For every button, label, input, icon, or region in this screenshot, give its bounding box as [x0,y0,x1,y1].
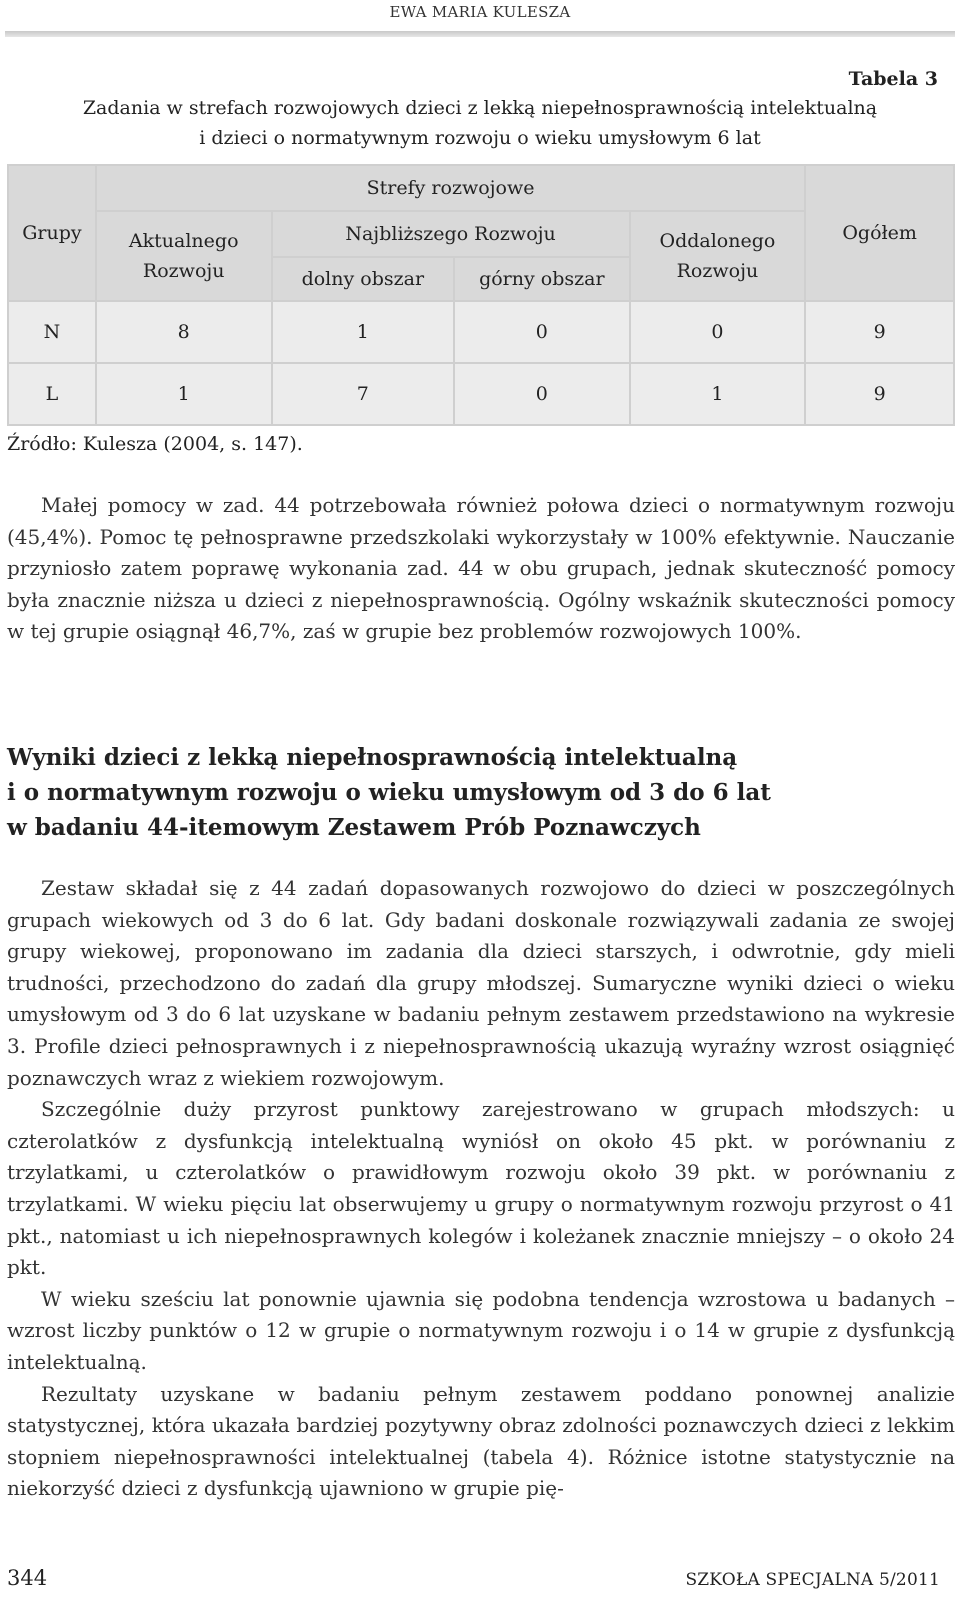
header-actual [96,211,272,301]
running-head: EWA MARIA KULESZA [389,3,571,21]
table-label: Tabela 3 [848,68,938,90]
section-heading [7,740,955,845]
table-cell-upper: 0 [454,363,630,425]
table-cell-actual: 8 [96,301,272,363]
table-cell-distant: 1 [630,363,806,425]
section-heading-line-1: Wyniki dzieci z lekką niepełnosprawnością intelektualną [7,744,738,771]
header-upper: górny obszar [454,257,630,301]
paragraph: Małej pomocy w zad. 44 potrzebowała również połowa dzieci o normatywnym rozwoju (45,4%). Pomoc tę pełnosprawne przedszkolaki wykorzystały w 100% efektywnie. Nauczanie przyniosło zatem poprawę wykonania zad. 44 w obu grupach, jednak skuteczność pomocy była znacznie niższa u dzieci z niepełnosprawnością. Ogólny wskaźnik skuteczności pomocy w tej grupie osiągnął 46,7%, zaś w grupie bez problemów rozwojowych 100%. [7,493,955,644]
header-zones: Strefy rozwojowe [96,165,805,211]
table-cell-total: 9 [805,301,954,363]
table-caption-line-1: Zadania w strefach rozwojowych dzieci z lekką niepełnosprawnością intelektualną [82,97,878,119]
header-distant-line-1: Oddalonego [659,230,776,252]
header-distant [630,211,806,301]
table-cell-total: 9 [805,363,954,425]
table-row-l [8,363,954,425]
table-row-n [8,301,954,363]
table-cell-group: L [8,363,96,425]
header-total: Ogółem [805,165,954,301]
header-rule [5,31,955,37]
table-cell-lower: 1 [272,301,454,363]
paragraph: W wieku sześciu lat ponownie ujawnia się podobna tendencja wzrostowa u badanych – wzrost liczby punktów o 12 w grupie o normatywnym rozwoju i o 14 w grupie z dysfunkcją intelektualną. [7,1286,955,1374]
paragraph: Zestaw składał się z 44 zadań dopasowanych rozwojowo do dzieci w poszczególnych grupach wiekowych od 3 do 6 lat. Gdy badani doskonale rozwiązywali zadania ze swojej grupy wiekowej, proponowano im zadania dla dzieci starszych, i odwrotnie, gdy mieli trudności, przechodzono do zadań dla grupy młodszej. Sumaryczne wyniki dzieci o wieku umysłowym od 3 do 6 lat uzyskane w badaniu pełnym zestawem przedstawiono na wykresie 3. Profile dzieci pełnosprawnych i z niepełnosprawnością ukazują wyraźny wzrost osiągnięć poznawczych wraz z wiekiem rozwojowym. [7,876,955,1090]
table-caption [0,93,960,153]
table-caption-line-2: i dzieci o normatywnym rozwoju o wieku umysłowym 6 lat [199,127,761,149]
paragraph: Rezultaty uzyskane w badaniu pełnym zestawem poddano ponownej analizie statystycznej, która ukazała bardziej pozytywny obraz zdolności poznawczych dzieci z lekkim stopniem niepełnosprawności intelektualnej (tabela 4). Różnice istotne statystycznie na niekorzyść dzieci z dysfunkcją ujawniono w grupie pię- [7,1381,955,1501]
section-heading-line-3: w badaniu 44-itemowym Zestawem Prób Poznawczych [7,814,701,841]
table-cell-actual: 1 [96,363,272,425]
journal-footer: SZKOŁA SPECJALNA 5/2011 [685,1570,940,1590]
header-lower: dolny obszar [272,257,454,301]
table-cell-upper: 0 [454,301,630,363]
header-nearest: Najbliższego Rozwoju [272,211,630,257]
table-source: Źródło: Kulesza (2004, s. 147). [7,433,303,455]
header-groups: Grupy [8,165,96,301]
results-table [7,164,955,426]
body-paragraph-intro [7,490,955,648]
header-actual-line-1: Aktualnego [128,230,239,252]
table-cell-distant: 0 [630,301,806,363]
header-distant-line-2: Rozwoju [676,260,759,282]
section-heading-line-2: i o normatywnym rozwoju o wieku umysłowym od 3 do 6 lat [7,779,771,806]
table-cell-group: N [8,301,96,363]
page-number: 344 [7,1566,48,1590]
body-section-text [7,873,955,1505]
table-cell-lower: 7 [272,363,454,425]
paragraph: Szczególnie duży przyrost punktowy zarejestrowano w grupach młodszych: u czterolatków z dysfunkcją intelektualną wyniósł on około 45 pkt. w porównaniu z trzylatkami, u czterolatków o prawidłowym rozwoju około 39 pkt. w porównaniu z trzylatkami. W wieku pięciu lat obserwujemy u grupy o normatywnym rozwoju przyrost o 41 pkt., natomiast u ich niepełnosprawnych kolegów i koleżanek znacznie mniejszy – o około 24 pkt. [7,1097,955,1280]
header-actual-line-2: Rozwoju [142,260,225,282]
